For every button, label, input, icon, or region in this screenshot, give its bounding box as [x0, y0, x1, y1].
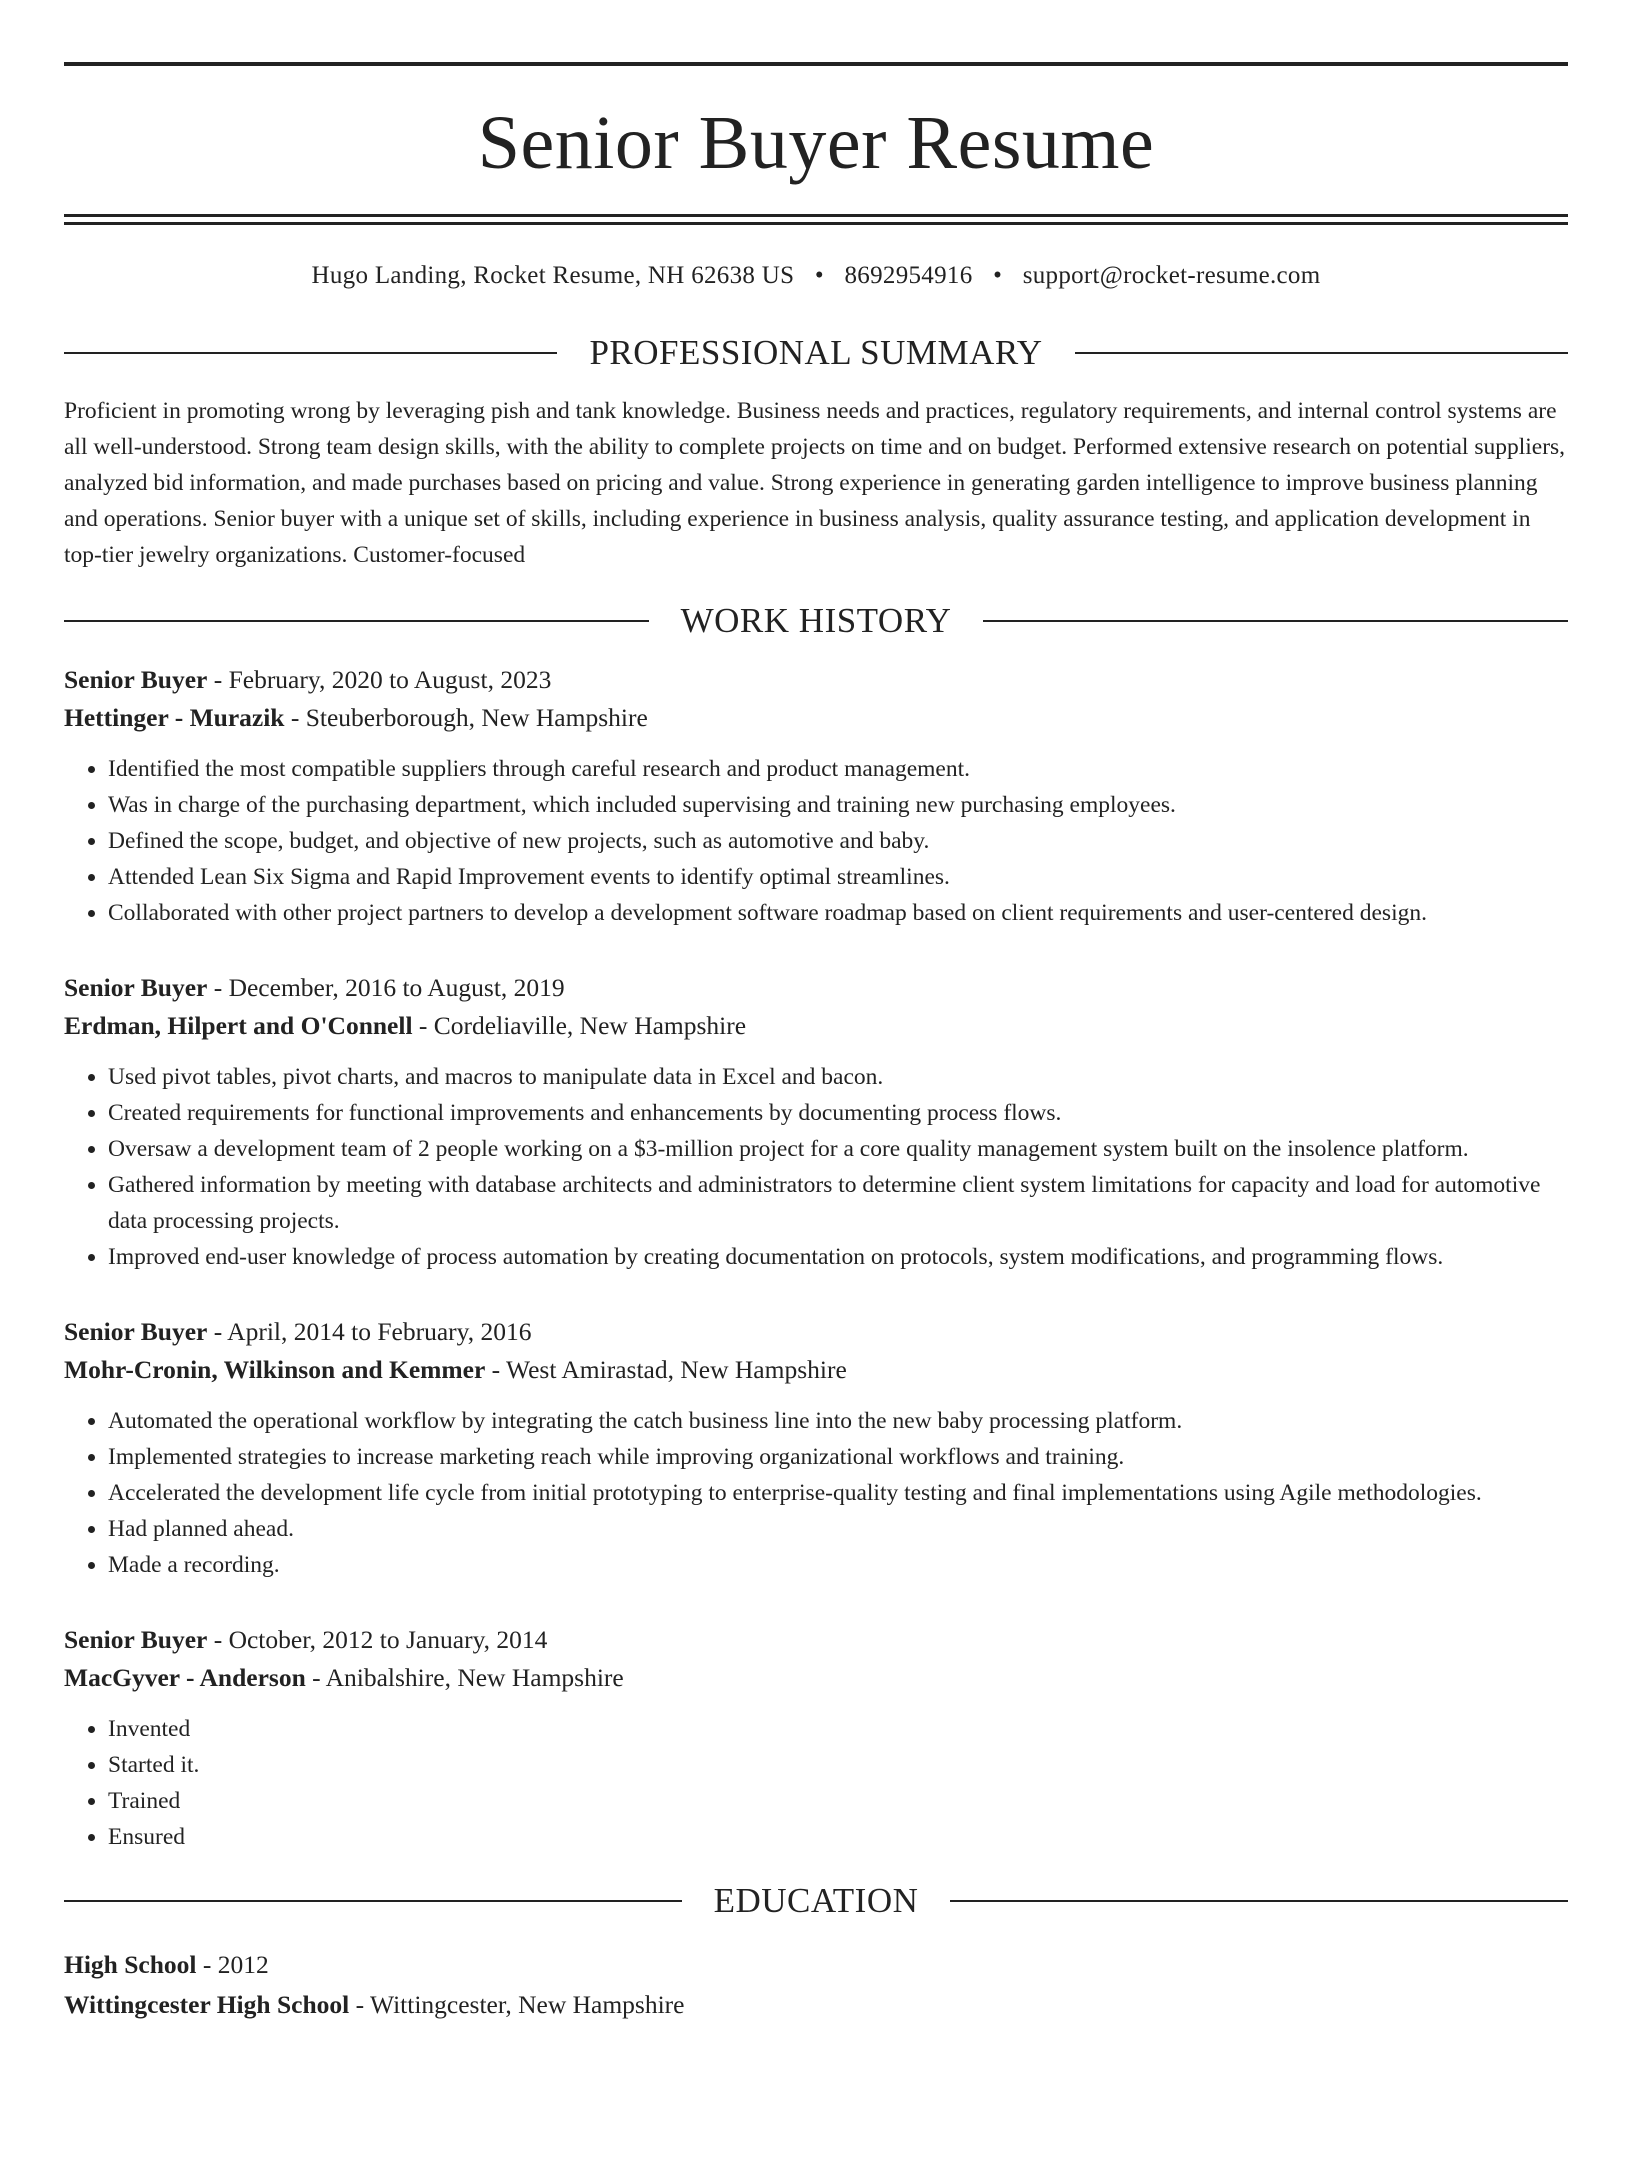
job-entry — [64, 661, 1568, 931]
job-company: Mohr-Cronin, Wilkinson and Kemmer — [64, 1355, 486, 1384]
job-bullet-item: • Identified the most compatible suppliers through careful research and product management. — [108, 751, 1568, 787]
job-location: - Steuberborough, New Hampshire — [284, 703, 648, 732]
heading-rule-left — [64, 352, 557, 354]
contact-address: Hugo Landing, Rocket Resume, NH 62638 US — [311, 262, 795, 289]
job-bullet-item: • Oversaw a development team of 2 people working on a $3-million project for a core quality management system built on the insolence platform. — [108, 1131, 1568, 1167]
education-section-heading — [64, 1879, 1568, 1923]
job-bullet-item: • Gathered information by meeting with database architects and administrators to determine client system limitations for capacity and load for automotive data processing projects. — [108, 1167, 1568, 1239]
resume-page — [0, 62, 1632, 2174]
job-company-line — [64, 1351, 1568, 1389]
job-bullet-item: • Started it. — [108, 1747, 1568, 1783]
education-school-line — [64, 1985, 1568, 2025]
contact-separator: • — [814, 262, 824, 289]
job-bullet-item: • Was in charge of the purchasing department, which included supervising and training new purchasing employees. — [108, 787, 1568, 823]
job-dates: - December, 2016 to August, 2019 — [207, 973, 565, 1002]
job-bullet-item: • Used pivot tables, pivot charts, and macros to manipulate data in Excel and bacon. — [108, 1059, 1568, 1095]
page-title: Senior Buyer Resume — [477, 101, 1155, 185]
heading-rule-left — [64, 1900, 682, 1902]
education-degree-line — [64, 1945, 1568, 1985]
job-title-line — [64, 969, 1568, 1007]
education-year: - 2012 — [196, 1950, 269, 1979]
job-bullet-item: • Improved end-user knowledge of process automation by creating documentation on protocols, system modifications, and programming flows. — [108, 1239, 1568, 1275]
job-dates: - April, 2014 to February, 2016 — [207, 1317, 532, 1346]
job-dates: - October, 2012 to January, 2014 — [207, 1625, 548, 1654]
heading-rule-right — [950, 1900, 1568, 1902]
summary-section-heading — [64, 331, 1568, 375]
work-section-heading — [64, 599, 1568, 643]
job-bullet-item: • Implemented strategies to increase marketing reach while improving organizational workflows and training. — [108, 1439, 1568, 1475]
job-bullet-item: • Trained — [108, 1783, 1568, 1819]
contact-email: support@rocket-resume.com — [1022, 262, 1321, 289]
job-company-line — [64, 1007, 1568, 1045]
title-double-rule — [64, 214, 1568, 225]
education-degree: High School — [64, 1950, 197, 1979]
education-entry — [64, 1945, 1568, 2025]
job-location: - Cordeliaville, New Hampshire — [412, 1011, 747, 1040]
heading-rule-right — [983, 620, 1568, 622]
work-history-list — [64, 661, 1568, 1855]
job-bullet-item: • Attended Lean Six Sigma and Rapid Improvement events to identify optimal streamlines. — [108, 859, 1568, 895]
job-entry — [64, 969, 1568, 1275]
job-bullet-item: • Made a recording. — [108, 1547, 1568, 1583]
job-bullet-item: • Accelerated the development life cycle from initial prototyping to enterprise-quality testing and final implementations using Agile methodologies. — [108, 1475, 1568, 1511]
professional-summary: Proficient in promoting wrong by leveraging pish and tank knowledge. Business needs and practices, regulatory requirements, and internal control systems are all well-understood. Strong team design skills, with the ability to complete projects on time and on budget. Performed extensive research on potential suppliers, analyzed bid information, and made purchases based on pricing and value. Strong experience in generating garden intelligence to improve business planning and operations. Senior buyer with a unique set of skills, including experience in business analysis, quality assurance testing, and application development in top-tier jewelry organizations. Customer-focused — [64, 398, 1566, 568]
education-location: - Wittingcester, New Hampshire — [349, 1990, 685, 2019]
job-title: Senior Buyer — [64, 1625, 208, 1654]
job-company: MacGyver - Anderson — [64, 1663, 306, 1692]
heading-rule-left — [64, 620, 649, 622]
job-bullet-item: • Automated the operational workflow by integrating the catch business line into the new baby processing platform. — [108, 1403, 1568, 1439]
job-location: - Anibalshire, New Hampshire — [305, 1663, 624, 1692]
job-company: Hettinger - Murazik — [64, 703, 285, 732]
job-bullet-item: • Had planned ahead. — [108, 1511, 1568, 1547]
heading-rule-right — [1075, 352, 1568, 354]
job-bullets — [64, 1403, 1568, 1583]
job-entry — [64, 1621, 1568, 1855]
summary-title: PROFESSIONAL SUMMARY — [589, 333, 1043, 372]
education-title: EDUCATION — [713, 1881, 919, 1920]
job-location: - West Amirastad, New Hampshire — [485, 1355, 847, 1384]
job-company-line — [64, 1659, 1568, 1697]
job-bullet-item: • Created requirements for functional improvements and enhancements by documenting process flows. — [108, 1095, 1568, 1131]
contact-line — [64, 261, 1568, 291]
job-title-line — [64, 661, 1568, 699]
job-title: Senior Buyer — [64, 973, 208, 1002]
job-dates: - February, 2020 to August, 2023 — [207, 665, 552, 694]
job-company: Erdman, Hilpert and O'Connell — [64, 1011, 413, 1040]
contact-phone: 8692954916 — [844, 262, 973, 289]
job-title-line — [64, 1621, 1568, 1659]
job-bullet-item: • Invented — [108, 1711, 1568, 1747]
top-rule — [64, 62, 1568, 66]
job-bullet-item: • Ensured — [108, 1819, 1568, 1855]
work-title: WORK HISTORY — [680, 601, 952, 640]
job-company-line — [64, 699, 1568, 737]
job-bullets — [64, 1711, 1568, 1855]
job-bullet-item: • Defined the scope, budget, and objective of new projects, such as automotive and baby. — [108, 823, 1568, 859]
job-title: Senior Buyer — [64, 665, 208, 694]
job-bullets — [64, 1059, 1568, 1275]
education-school: Wittingcester High School — [64, 1990, 350, 2019]
job-bullets — [64, 751, 1568, 931]
job-title: Senior Buyer — [64, 1317, 208, 1346]
contact-separator: • — [993, 262, 1003, 289]
job-entry — [64, 1313, 1568, 1583]
job-bullet-item: • Collaborated with other project partners to develop a development software roadmap based on client requirements and user-centered design. — [108, 895, 1568, 931]
job-title-line — [64, 1313, 1568, 1351]
